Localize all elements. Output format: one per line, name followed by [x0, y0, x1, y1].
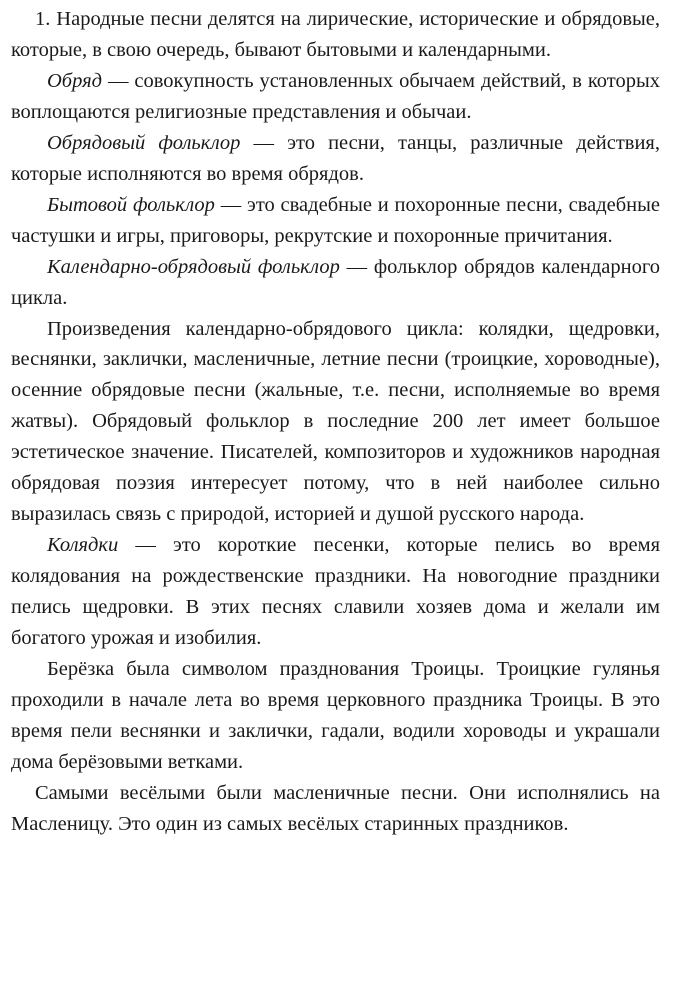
paragraph-ritual-folklore-definition [11, 128, 660, 190]
paragraph-text: Произведения календарно-обрядового цикла: колядки, щедровки, веснянки, заклички, масленичные, летние песни (троицкие, хороводные), осенние обрядовые песни (жальные, т.е. песни, исполняемые во время жатвы). Обрядовый фольклор в последние 200 лет имеет большое эстетическое значение. Писателей, композиторов и художников народная обрядовая поэзия интересует потому, что в ней наиболее сильно выразилась связь с природой, историей и душой русского народа. [11, 317, 660, 526]
paragraph-text: — совокупность установленных обычаем действий, в которых воплощаются религиозные представления и обычаи. [11, 69, 660, 123]
term-obryad: Обряд [47, 69, 102, 92]
paragraph-calendar-folklore-definition [11, 252, 660, 314]
paragraph-obryad-definition [11, 66, 660, 128]
paragraph-song-types [11, 4, 660, 66]
paragraph-text: — это свадебные и похоронные песни, свадебные частушки и игры, приговоры, рекрутские и похоронные причитания. [11, 193, 661, 247]
term-ritual-folklore: Обрядовый фольклор [47, 131, 241, 154]
paragraph-household-folklore-definition [11, 190, 660, 252]
paragraph-kolyadki-definition [11, 530, 660, 654]
paragraph-text: — это короткие песенки, которые пелись во время колядования на рождественские праздники. На новогодние праздники пелись щедровки. В этих песнях славили хозяев дома и желали им богатого урожая и изобилия. [11, 534, 660, 650]
term-calendar-folklore: Календарно-обрядовый фольклор [47, 255, 340, 278]
paragraph-text: 1. Народные песни делятся на лирические, исторические и обрядовые, которые, в свою очередь, бывают бытовыми и календарными. [11, 8, 660, 61]
paragraph-text: — это песни, танцы, различные действия, которые исполняются во время обрядов. [11, 131, 660, 185]
paragraph-text: — фольклор обрядов календарного цикла. [11, 255, 660, 309]
term-household-folklore: Бытовой фольклор [47, 193, 215, 216]
paragraph-calendar-cycle-works [11, 314, 660, 531]
paragraph-text: Берёзка была символом празднования Троицы. Троицкие гулянья проходили в начале лета во время церковного праздника Троицы. В это время пели веснянки и заклички, гадали, водили хороводы и украшали дома берёзовыми ветками. [11, 658, 660, 773]
document-page [11, 4, 660, 840]
paragraph-text: Самыми весёлыми были масленичные песни. Они исполнялись на Масленицу. Это один из самых весёлых старинных праздников. [11, 781, 660, 835]
paragraph-maslenitsa-songs [11, 778, 660, 840]
paragraph-trinity-birch [11, 654, 660, 778]
term-kolyadki: Колядки [47, 534, 119, 557]
